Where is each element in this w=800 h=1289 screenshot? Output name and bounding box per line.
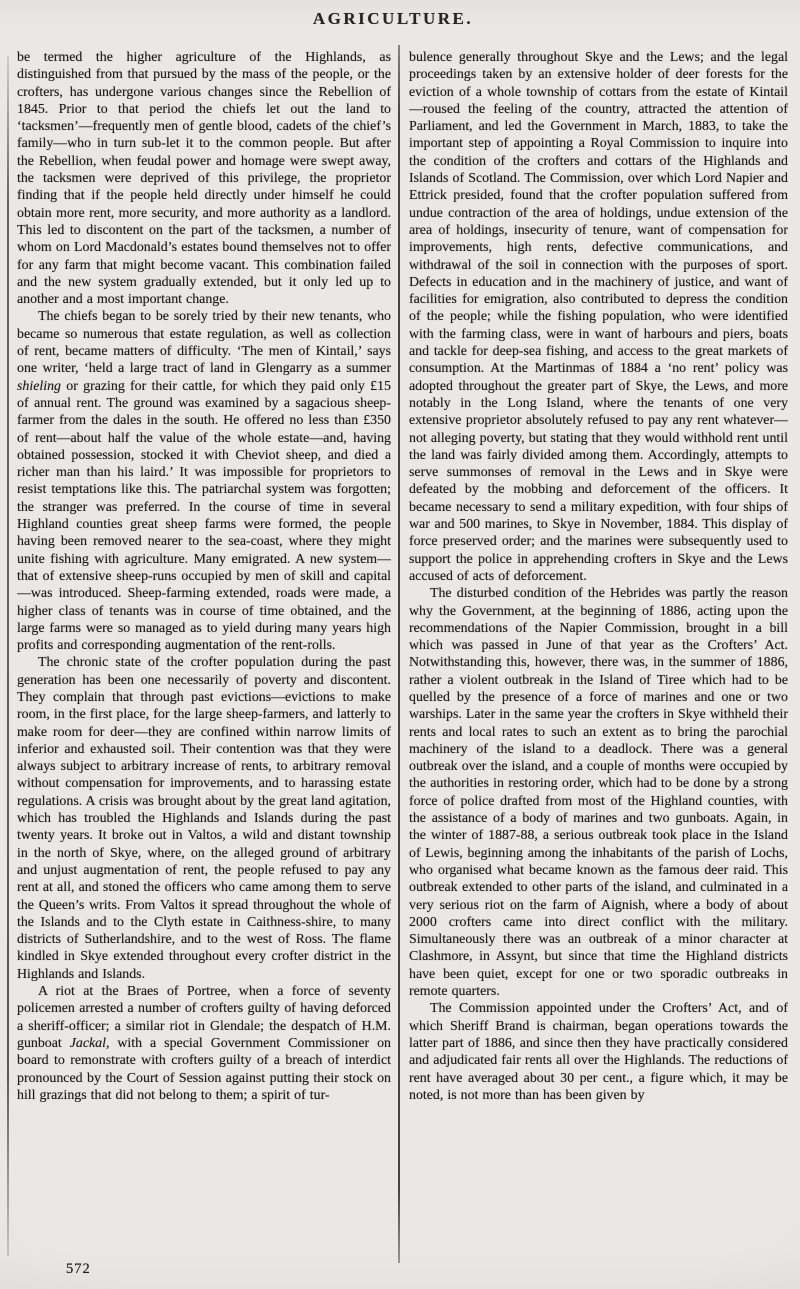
body-text: bulence generally throughout Skye and the Lews; and the legal proceedings taken by an extensive holder of deer forests for the eviction of a whole township of cottars from the estate of Kintail—roused the feeling of the country, attracted the attention of Parliament, and led the Government in March, 1883, to take the important step of appointing a Royal Commission to inquire into the condition of the crofters and cottars of the Highlands and Islands of Scotland. The Commission, over which Lord Napier and Ettrick presided, found that the crofter population suffered from undue contraction of the area of holdings, undue extension of the area of holdings, insecurity of tenure, want of compensation for improvements, high rents, defective communications, and withdrawal of the soil in connection with the purposes of sport. Defects in education and in the machinery of justice, and want of facilities for emigration, also contributed to depress the condition of the people; while the fishing population, who were identified with the farming class, were in want of harbours and piers, boats and tackle for deep-sea fishing, and access to the great markets of consumption. At the Martinmas of 1884 a ‘no rent’ policy was adopted throughout the greater part of Skye, the Lews, and more notably in the Long Island, where the tenants of one very extensive proprietor absolutely refused to pay any rent whatever—not alleging poverty, but stating that they would withhold rent until the land was fairly divided among them. Accordingly, attempts to serve summonses of removal in the Lews and in Skye were defeated by the mobbing and deforcement of the officers. It became necessary to send a military expedition, with four ships of war and 500 marines, to Skye in November, 1884. This display of force preserved order; and the marines were subsequently used to support the police in apprehending crofters in Skye and the Lews accused of acts of deforcement. bbox=[409, 50, 788, 584]
body-text: be termed the higher agriculture of the Highlands, as distinguished from that pursued by the mass of the people, or the crofters, has undergone various changes since the Rebellion of 1845. Prior to that period the chiefs let out the land to ‘tacksmen’—frequently men of gentle blood, cadets of the chief’s family—who in turn sub-let it to the common people. But after the Rebellion, when feudal power and homage were swept away, the tacksmen were deprived of this privilege, the proprietor finding that if the people held directly under himself he could obtain more rent, more security, and more authority as a landlord. This led to discontent on the part of the tacksmen, a number of whom on Lord Macdonald’s estates bound themselves not to offer for any farm that might become vacant. This combination failed and the new system gradually extended, but it only led up to another and a most important change. bbox=[17, 50, 391, 308]
left-text-column bbox=[17, 49, 391, 1265]
column-divider-rule bbox=[398, 45, 400, 1263]
paragraph bbox=[17, 983, 391, 1104]
body-text: A riot at the Braes of Portree, when a force of seventy policemen arrested a number of crofters guilty of having deforced a sheriff-officer; a similar riot in Glendale; the despatch of H.M. gunboat bbox=[17, 984, 391, 1051]
body-text: , with a special Government Commissioner on board to remonstrate with crofters guilty of a breach of interdict pronounced by the Court of Session against putting their stock on hill grazings that did not belong to them; a spirit of tur- bbox=[17, 1035, 391, 1103]
body-text: or grazing for their cattle, for which they paid only £15 of annual rent. The ground was examined by a sagacious sheep-farmer from the dales in the south. He offered no less than £350 of rent—about half the value of the whole estate—and, having obtained possession, stocked it with Cheviot sheep, and died a richer man than his laird.’ It was impossible for proprietors to resist temptations like this. The patriarchal system was forgotten; the stranger was preferred. In the course of time in several Highland counties great sheep farms were formed, the people having been removed nearer to the sea-coast, where they might unite fishing with agriculture. Many emigrated. A new system—that of extensive sheep-runs occupied by men of skill and capital—was introduced. Sheep-farming extended, roads were made, a higher class of tenants was in course of time obtained, and the large farms were so managed as to yield during many years high profits and corresponding augmentation of the rent-rolls. bbox=[17, 378, 391, 654]
paragraph bbox=[409, 1000, 788, 1104]
paragraph bbox=[17, 654, 391, 983]
left-page-edge-line bbox=[7, 56, 9, 1256]
paragraph bbox=[17, 49, 391, 308]
body-text: The disturbed condition of the Hebrides was partly the reason why the Government, at the beginning of 1886, acting upon the recommendations of the Napier Commission, brought in a bill which was passed in June of that year as the Crofters’ Act. Notwithstanding this, however, there was, in the summer of 1886, rather a violent outbreak in the Island of Tiree which had to be quelled by the presence of a force of marines and one or two warships. Later in the same year the crofters in Skye withheld their rents and local rates to such an extent as to bring the parochial machinery of the island to a deadlock. There was a general outbreak over the island, and a couple of months were occupied by the authorities in restoring order, which had to be done by a strong force of police drafted from most of the Highland counties, with the assistance of a body of marines and two gunboats. Again, in the winter of 1887-88, a serious outbreak took place in the Island of Lewis, beginning among the inhabitants of the parish of Lochs, who organised what became known as the famous deer raid. This outbreak extended to other parts of the island, and culminated in a very serious riot on the farm of Aignish, where a body of about 2000 crofters came into direct conflict with the military. Simultaneously there was an outbreak of a minor character at Clashmore, in Assynt, but since that time the Highland districts have been quiet, except for one or two sporadic outbreaks in remote quarters. bbox=[409, 586, 788, 1000]
page-title: AGRICULTURE. bbox=[312, 9, 474, 28]
paragraph bbox=[17, 308, 391, 654]
body-text: The chiefs began to be sorely tried by their new tenants, who became so numerous that estate regulation, as well as collection of rent, became matters of difficulty. ‘The men of Kintail,’ says one writer, ‘held a large tract of land in Glengarry as a summer bbox=[17, 309, 391, 377]
italic-text: Jackal bbox=[69, 1035, 106, 1051]
paragraph bbox=[409, 585, 788, 1000]
page-number: 572 bbox=[66, 1261, 91, 1277]
right-text-column bbox=[409, 49, 788, 1265]
body-text: The Commission appointed under the Crofters’ Act, and of which Sheriff Brand is chairman, began operations towards the latter part of 1886, and since then they have practically considered and adjudicated fair rents all over the Highlands. The reductions of rent have averaged about 30 per cent., a figure which, it may be noted, is not more than has been given by bbox=[409, 1001, 788, 1103]
body-text: The chronic state of the crofter population during the past generation has been one necessarily of poverty and discontent. They complain that through past evictions—evictions to make room, in the first place, for the large sheep-farmers, and latterly to make room for deer—they are confined within narrow limits of inferior and exhausted soil. Their contention was that they were always subject to arbitrary increase of rents, to arbitrary removal without compensation for improvements, and to harassing estate regulations. A crisis was brought about by the great land agitation, which has troubled the Highlands and Islands during the past twenty years. It broke out in Valtos, a wild and distant township in the north of Skye, where, on the alleged ground of arbitrary and unjust augmentation of rent, the people refused to pay any rent at all, and stoned the officers who came among them to serve the Queen’s writs. From Valtos it spread throughout the whole of the Islands and to the Clyth estate in Caithness-shire, to many districts of Sutherlandshire, and to the west of Ross. The flame kindled in Skye extended throughout every crofter district in the Highlands and Islands. bbox=[17, 655, 391, 982]
italic-text: shieling bbox=[17, 378, 61, 394]
paragraph bbox=[409, 49, 788, 585]
